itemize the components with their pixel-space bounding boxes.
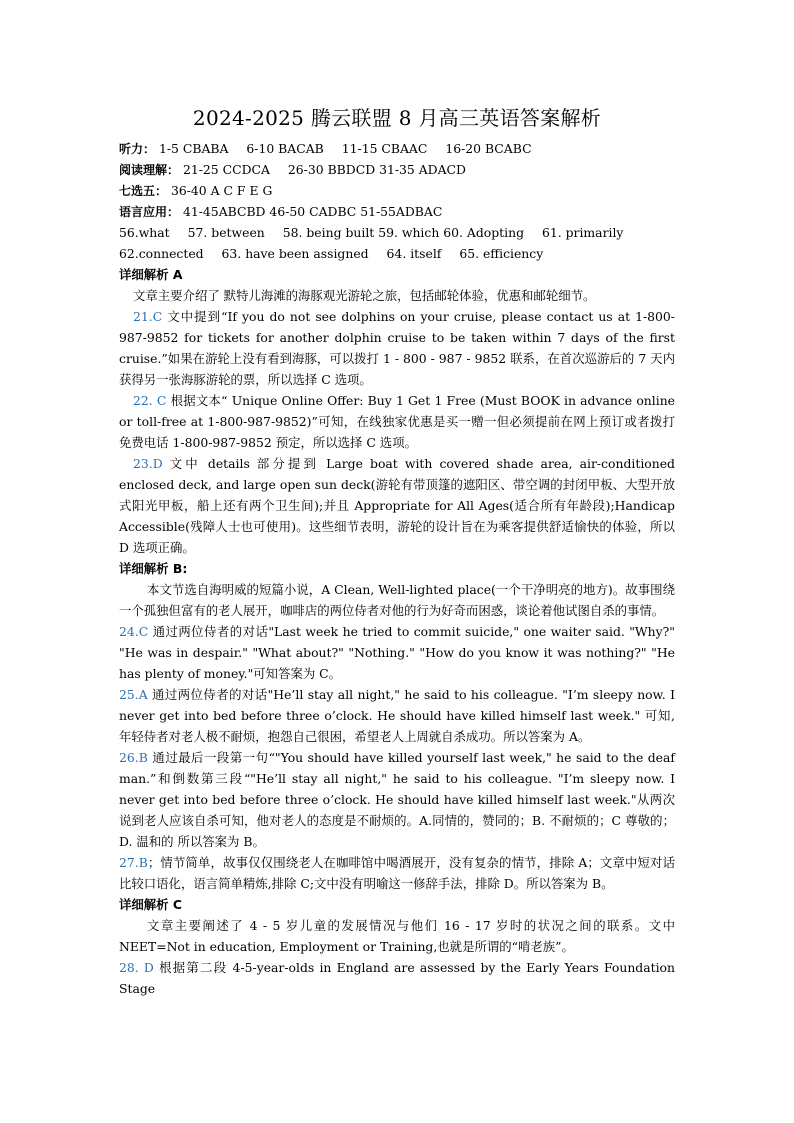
question-number: 24.C [119, 624, 149, 639]
fill-answer: 61. primarily [541, 225, 624, 240]
question-number: 27.B [119, 855, 148, 870]
answer-group: 21-25 CCDCA [182, 162, 270, 177]
document-body [119, 138, 675, 999]
fill-answer: 64. itself [386, 246, 442, 261]
explanation-text: 根据文本“ Unique Online Offer: Buy 1 Get 1 Free (Must BOOK in advance online or toll-free at 1-800-987-9852)”可知，在线独家优惠是买一赠一但必须提前在网上预订或者拨打免费电话 1-800-987-9852 预定，所以选择 C 选项。 [119, 393, 676, 450]
listening-label: 听力： [119, 142, 156, 156]
question-number: 26.B [119, 750, 148, 765]
answer-group: 26-30 BBDCD 31-35 ADACD [287, 162, 466, 177]
answer-group: 41-45ABCBD 46-50 CADBC 51-55ADBAC [182, 204, 443, 219]
explanation-text: 通过两位侍者的对话"Last week he tried to commit suicide," one waiter said. "Why?" "He was in despair." "What about?" "Nothing." "How do you know it was nothing?" "He has plenty of money."可知答案为 C。 [119, 624, 675, 681]
listening-answers [119, 138, 675, 159]
fill-answer: 63. have been assigned [221, 246, 369, 261]
answer-group: 1-5 CBABA [158, 141, 229, 156]
section-a-heading: 详细解析 A [119, 267, 183, 282]
explanation-21 [119, 306, 675, 390]
question-number: 25.A [119, 687, 148, 702]
reading-label: 阅读理解： [119, 163, 180, 177]
explanation-25 [119, 684, 675, 747]
reading-answers [119, 159, 675, 180]
explanation-27 [119, 852, 675, 894]
answer-group: 16-20 BCABC [445, 141, 532, 156]
fill-answer: 65. efficiency [459, 246, 544, 261]
answer-group: 36-40 A C F E G [170, 183, 273, 198]
fill-answer: 58. being built 59. which 60. Adopting [282, 225, 525, 240]
explanation-22 [119, 390, 675, 453]
fill-answer: 62.connected [119, 246, 204, 261]
fill-answers-line-2 [119, 243, 675, 264]
fill-answer: 56.what [119, 225, 170, 240]
explanation-text: ；情节简单，故事仅仅围绕老人在咖啡馆中喝酒展开，没有复杂的情节，排除 A；文章中短对话比较口语化，语言简单精炼,排除 C;文中没有明喻这一修辞手法，排除 D。所以答案为 B。 [119, 855, 675, 891]
page-title: 2024-2025 腾云联盟 8 月高三英语答案解析 [192, 106, 602, 130]
answer-group: 11-15 CBAAC [341, 141, 428, 156]
question-number: 28. D [119, 960, 154, 975]
answer-group: 6-10 BACAB [246, 141, 324, 156]
explanation-text: 文中提到“If you do not see dolphins on your cruise, please contact us at 1-800-987-9852 for tickets for another dolphin cruise to be taken within 7 days of the first cruise.”如果在游轮上没有看到海豚，可以拨打 1 - 800 - 987 - 9852 联系，在首次巡游后的 7 天内获得另一张海豚游轮的票，所以选择 C 选项。 [119, 309, 675, 387]
question-number: 22. C [133, 393, 167, 408]
explanation-text: 文中 details 部分提到 Large boat with covered shade area, air-conditioned enclosed deck, and large open sun deck(游轮有带顶篷的遮阳区、带空调的封闭甲板、大型开放式阳光甲板，船上还有两个卫生间);并且 Appropriate for All Ages(适合所有年龄段);Handicap Accessible(残障人士也可使用)。这些细节表明，游轮的设计旨在为乘客提供舒适愉快的体验，所以 D 选项正确。 [119, 456, 675, 555]
explanation-28 [119, 957, 675, 999]
explanation-24 [119, 621, 675, 684]
seven-choice-label: 七选五： [119, 184, 168, 198]
explanation-23 [119, 453, 675, 558]
language-use-answers [119, 201, 675, 222]
seven-choice-answers [119, 180, 675, 201]
question-number: 23.D [133, 456, 163, 471]
fill-answers-line-1 [119, 222, 675, 243]
section-c-heading: 详细解析 C [119, 897, 182, 912]
explanation-text: 通过最后一段第一句“"You should have killed yourself last week," he said to the deaf man.”和倒数第三段“"He’ll stay all night," he said to his colleague. "I’m sleepy now. I never get into bed before three o’clock. He should have killed himself last week."从两次说到老人应该自杀可知，他对老人的态度是不耐烦的。A.同情的，赞同的；B. 不耐烦的；C 尊敬的；D. 温和的 所以答案为 B。 [119, 750, 675, 849]
explanation-text: 通过两位侍者的对话"He’ll stay all night," he said to his colleague. "I’m sleepy now. I never get into bed before three o’clock. He should have killed himself last week." 可知,年轻侍者对老人极不耐烦，抱怨自己很困，希望老人上周就自杀成功。所以答案为 A。 [119, 687, 675, 744]
question-number: 21.C [133, 309, 163, 324]
explanation-text: 根据第二段 4-5-year-olds in England are assessed by the Early Years Foundation Stage [119, 960, 675, 996]
language-use-label: 语言应用： [119, 205, 180, 219]
fill-answer: 57. between [187, 225, 265, 240]
section-c-intro: 文章主要阐述了 4 - 5 岁儿童的发展情况与他们 16 - 17 岁时的状况之间的联系。文中 NEET=Not in education, Employment or Training,也就是所谓的“啃老族”。 [119, 918, 675, 954]
explanation-26 [119, 747, 675, 852]
section-a-intro: 文章主要介绍了 默特儿海滩的海豚观光游轮之旅，包括邮轮体验，优惠和邮轮细节。 [133, 288, 596, 303]
section-b-intro: 本文节选自海明威的短篇小说，A Clean, Well-lighted place(一个干净明亮的地方)。故事围绕一个孤独但富有的老人展开，咖啡店的两位侍者对他的行为好奇而困惑，谈论着他试图自杀的事情。 [119, 582, 675, 618]
section-b-heading: 详细解析 B: [119, 561, 188, 576]
